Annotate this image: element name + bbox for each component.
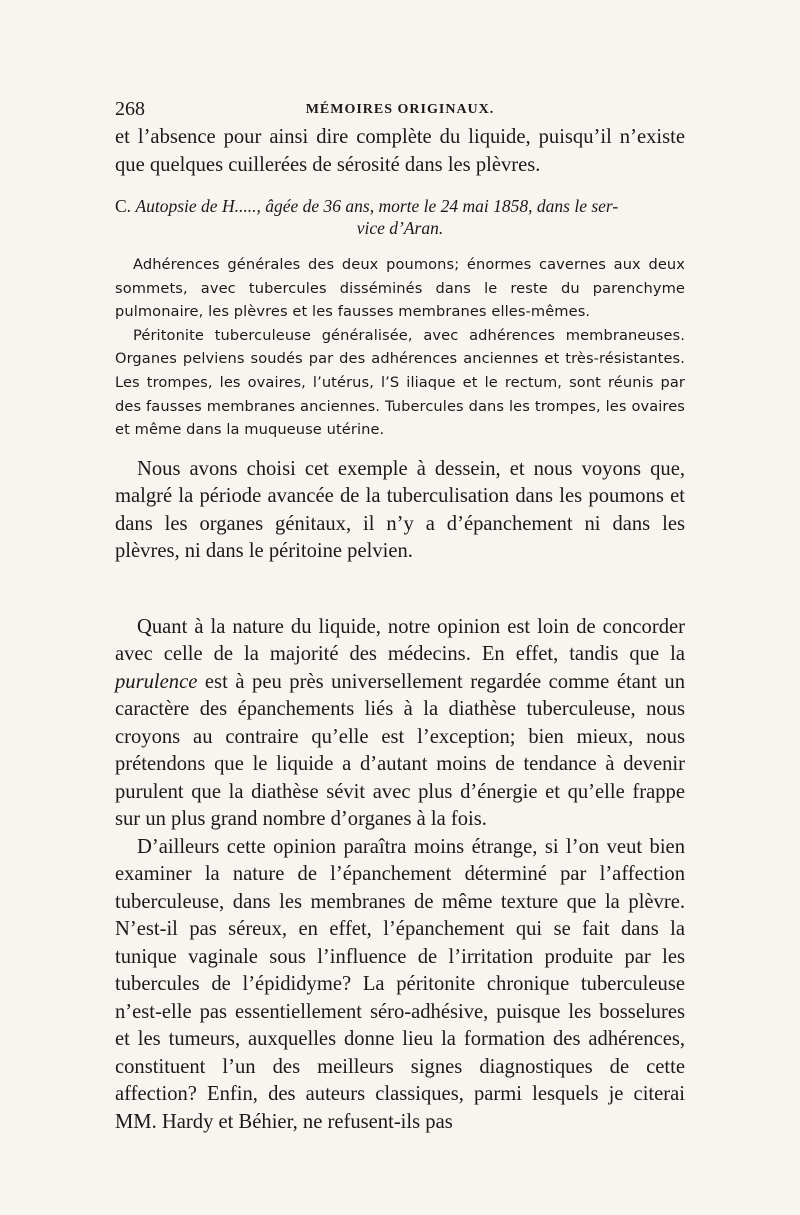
emphasis-purulence: purulence xyxy=(115,670,198,693)
case-paragraph-2: Péritonite tuberculeuse généralisée, avec adhérences membraneuses. Organes pelviens soudés par des adhérences anciennes et très-résistantes. Les trompes, les ovaires, l’utérus, l’S iliaque et le rectum, sont réunis par des fausses membranes anciennes. Tubercules dans les trompes, les ovaires et même dans la muqueuse utérine. xyxy=(115,326,685,439)
case-heading xyxy=(115,195,685,239)
page xyxy=(115,98,685,1136)
running-head: MÉMOIRES ORIGINAUX. xyxy=(305,102,495,117)
paragraph-1: et l’absence pour ainsi dire complète du liquide, puisqu’il n’existe que quelques cuillerées de sérosité dans les plèvres. xyxy=(115,126,685,176)
page-header xyxy=(115,98,685,124)
paragraph-3-part-a: Quant à la nature du liquide, notre opinion est loin de concorder avec celle de la majorité des médecins. En effet, tandis que la xyxy=(115,615,685,666)
paragraph-4: D’ailleurs cette opinion paraîtra moins étrange, si l’on veut bien examiner la nature de l’épanchement déterminé par l’affection tuberculeuse, dans les membranes de même texture que la plèvre. N’est-il pas séreux, en effet, l’épanchement qui se fait dans la tunique vaginale sous l’influence de l’irritation produite par les tubercules de l’épididyme? La péritonite chronique tuberculeuse n’est-elle pas essentiellement séro-adhésive, puisque les bosselures et les tumeurs, auxquelles donne lieu la formation des adhérences, constituent l’un des meilleurs signes diagnostiques de cette affection? Enfin, des auteurs classiques, parmi lesquels je citerai MM. Hardy et Béhier, ne refusent-ils pas xyxy=(115,835,685,1133)
paragraph-2: Nous avons choisi cet exemple à dessein, et nous voyons que, malgré la période avancée de la tuberculisation dans les poumons et dans les organes génitaux, il n’y a d’épanchement ni dans les plèvres, ni dans le péritoine pelvien. xyxy=(115,457,685,563)
case-heading-text: Autopsie de H....., âgée de 36 ans, morte le 24 mai 1858, dans le ser- xyxy=(135,196,619,216)
case-label: C. xyxy=(115,196,132,216)
case-paragraph-1: Adhérences générales des deux poumons; énormes cavernes aux deux sommets, avec tubercules disséminés dans le reste du parenchyme pulmonaire, les plèvres et les fausses membranes elles-mêmes. xyxy=(115,256,685,321)
paragraph-3 xyxy=(115,614,685,834)
page-number: 268 xyxy=(115,98,145,120)
paragraph-3-part-b: est à peu près universellement regardée comme étant un caractère des épanchements liés à la diathèse tuberculeuse, nous croyons au contraire qu’elle est l’exception; bien mieux, nous prétendons que le liquide a d’autant moins de tendance à devenir purulent que la diathèse sévit avec plus d’énergie et qu’elle frappe sur un plus grand nombre d’organes à la fois. xyxy=(115,670,685,831)
case-heading-continuation: vice d’Aran. xyxy=(356,218,444,238)
